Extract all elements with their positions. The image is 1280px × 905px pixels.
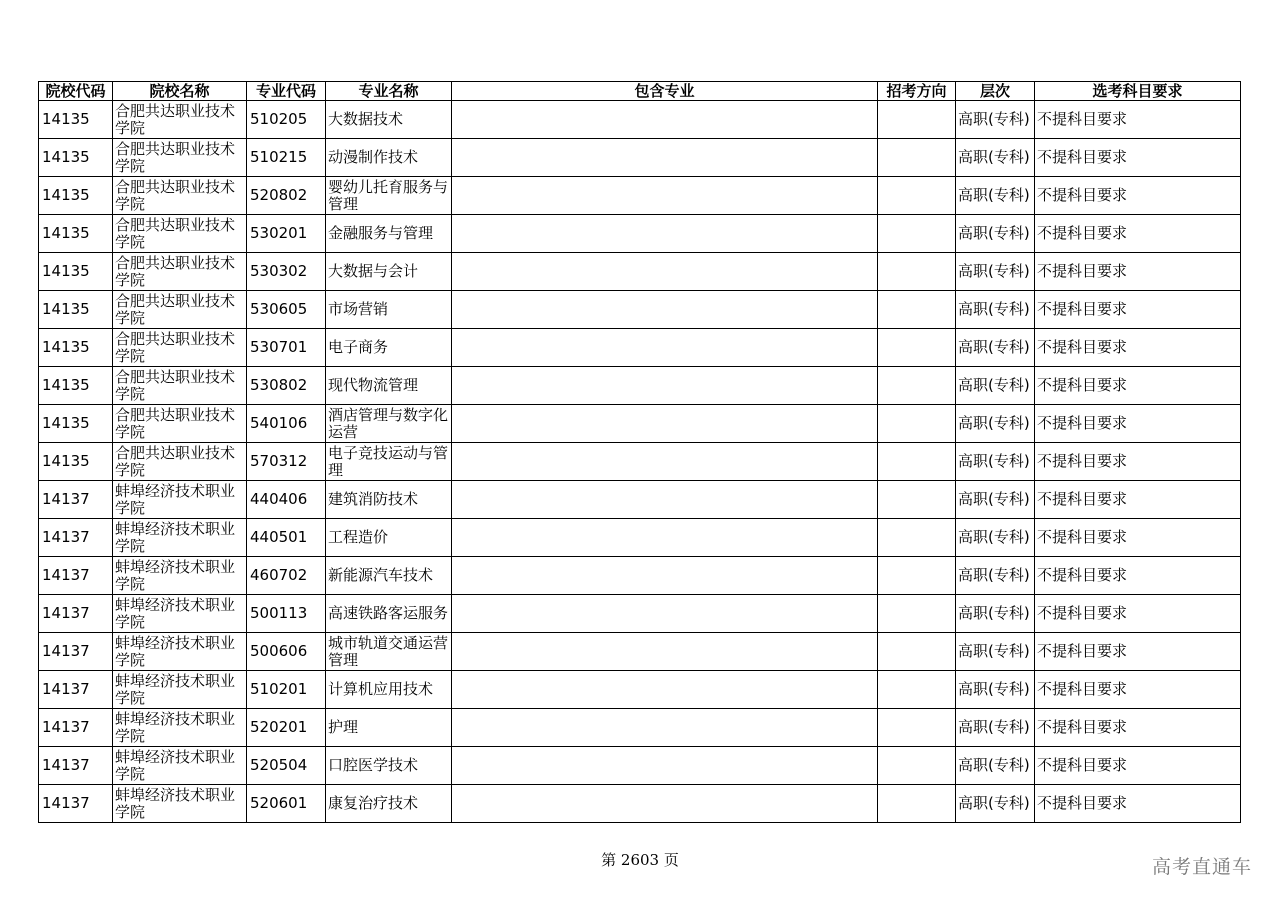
direction-cell — [878, 519, 956, 557]
subject-requirement-cell: 不提科目要求 — [1035, 481, 1241, 519]
table-row — [39, 177, 1241, 215]
school-code-cell: 14135 — [39, 101, 113, 139]
school-name-cell: 蚌埠经济技术职业学院 — [113, 633, 247, 671]
direction-cell — [878, 139, 956, 177]
school-name-cell: 蚌埠经济技术职业学院 — [113, 747, 247, 785]
school-code-cell: 14137 — [39, 747, 113, 785]
school-name-cell: 蚌埠经济技术职业学院 — [113, 595, 247, 633]
level-cell: 高职(专科) — [956, 139, 1035, 177]
table-row — [39, 633, 1241, 671]
major-name-cell: 康复治疗技术 — [326, 785, 452, 823]
major-name-cell: 大数据技术 — [326, 101, 452, 139]
subject-requirement-cell: 不提科目要求 — [1035, 747, 1241, 785]
school-name-cell: 合肥共达职业技术学院 — [113, 405, 247, 443]
school-name-cell: 合肥共达职业技术学院 — [113, 253, 247, 291]
table-row — [39, 481, 1241, 519]
school-code-cell: 14135 — [39, 405, 113, 443]
included-majors-cell — [452, 177, 878, 215]
school-name-cell: 合肥共达职业技术学院 — [113, 139, 247, 177]
included-majors-cell — [452, 253, 878, 291]
direction-cell — [878, 443, 956, 481]
subject-requirement-cell: 不提科目要求 — [1035, 709, 1241, 747]
direction-cell — [878, 557, 956, 595]
direction-cell — [878, 633, 956, 671]
direction-cell — [878, 481, 956, 519]
school-code-cell: 14137 — [39, 785, 113, 823]
level-cell: 高职(专科) — [956, 253, 1035, 291]
included-majors-cell — [452, 557, 878, 595]
school-code-cell: 14137 — [39, 709, 113, 747]
level-cell: 高职(专科) — [956, 595, 1035, 633]
major-name-cell: 市场营销 — [326, 291, 452, 329]
school-name-cell: 合肥共达职业技术学院 — [113, 329, 247, 367]
school-code-cell: 14135 — [39, 291, 113, 329]
major-name-cell: 计算机应用技术 — [326, 671, 452, 709]
school-name-cell: 合肥共达职业技术学院 — [113, 443, 247, 481]
subject-requirement-cell: 不提科目要求 — [1035, 671, 1241, 709]
school-code-cell: 14137 — [39, 557, 113, 595]
included-majors-cell — [452, 329, 878, 367]
subject-requirement-cell: 不提科目要求 — [1035, 519, 1241, 557]
table-row — [39, 367, 1241, 405]
included-majors-cell — [452, 481, 878, 519]
table-row — [39, 747, 1241, 785]
level-cell: 高职(专科) — [956, 671, 1035, 709]
subject-requirement-cell: 不提科目要求 — [1035, 253, 1241, 291]
direction-cell — [878, 671, 956, 709]
table-row — [39, 709, 1241, 747]
table-row — [39, 101, 1241, 139]
direction-cell — [878, 405, 956, 443]
major-code-cell: 530201 — [247, 215, 326, 253]
included-majors-cell — [452, 215, 878, 253]
included-majors-cell — [452, 747, 878, 785]
subject-requirement-cell: 不提科目要求 — [1035, 633, 1241, 671]
header-subject-requirement: 选考科目要求 — [1035, 82, 1241, 101]
major-code-cell: 520201 — [247, 709, 326, 747]
school-code-cell: 14137 — [39, 519, 113, 557]
subject-requirement-cell: 不提科目要求 — [1035, 785, 1241, 823]
subject-requirement-cell: 不提科目要求 — [1035, 405, 1241, 443]
major-code-cell: 530605 — [247, 291, 326, 329]
subject-requirement-cell: 不提科目要求 — [1035, 367, 1241, 405]
level-cell: 高职(专科) — [956, 709, 1035, 747]
major-name-cell: 现代物流管理 — [326, 367, 452, 405]
school-code-cell: 14135 — [39, 215, 113, 253]
table-row — [39, 785, 1241, 823]
school-name-cell: 合肥共达职业技术学院 — [113, 177, 247, 215]
table-row — [39, 443, 1241, 481]
major-code-cell: 500606 — [247, 633, 326, 671]
direction-cell — [878, 177, 956, 215]
major-name-cell: 高速铁路客运服务 — [326, 595, 452, 633]
table-row — [39, 329, 1241, 367]
level-cell: 高职(专科) — [956, 215, 1035, 253]
major-name-cell: 电子竞技运动与管理 — [326, 443, 452, 481]
school-code-cell: 14135 — [39, 139, 113, 177]
major-name-cell: 电子商务 — [326, 329, 452, 367]
major-name-cell: 酒店管理与数字化运营 — [326, 405, 452, 443]
major-code-cell: 510201 — [247, 671, 326, 709]
subject-requirement-cell: 不提科目要求 — [1035, 595, 1241, 633]
table-row — [39, 595, 1241, 633]
major-code-cell: 530701 — [247, 329, 326, 367]
included-majors-cell — [452, 101, 878, 139]
direction-cell — [878, 101, 956, 139]
included-majors-cell — [452, 633, 878, 671]
school-code-cell: 14135 — [39, 253, 113, 291]
major-name-cell: 工程造价 — [326, 519, 452, 557]
school-name-cell: 蚌埠经济技术职业学院 — [113, 671, 247, 709]
major-code-cell: 510205 — [247, 101, 326, 139]
major-name-cell: 建筑消防技术 — [326, 481, 452, 519]
subject-requirement-cell: 不提科目要求 — [1035, 177, 1241, 215]
school-name-cell: 合肥共达职业技术学院 — [113, 367, 247, 405]
level-cell: 高职(专科) — [956, 101, 1035, 139]
school-code-cell: 14135 — [39, 443, 113, 481]
included-majors-cell — [452, 671, 878, 709]
included-majors-cell — [452, 785, 878, 823]
included-majors-cell — [452, 519, 878, 557]
direction-cell — [878, 253, 956, 291]
level-cell: 高职(专科) — [956, 367, 1035, 405]
school-code-cell: 14137 — [39, 633, 113, 671]
included-majors-cell — [452, 139, 878, 177]
major-code-cell: 570312 — [247, 443, 326, 481]
subject-requirement-cell: 不提科目要求 — [1035, 291, 1241, 329]
level-cell: 高职(专科) — [956, 519, 1035, 557]
subject-requirement-cell: 不提科目要求 — [1035, 557, 1241, 595]
major-code-cell: 540106 — [247, 405, 326, 443]
page-number: 第 2603 页 — [601, 851, 679, 869]
included-majors-cell — [452, 595, 878, 633]
school-code-cell: 14135 — [39, 177, 113, 215]
major-code-cell: 520601 — [247, 785, 326, 823]
major-code-cell: 510215 — [247, 139, 326, 177]
direction-cell — [878, 329, 956, 367]
header-row — [39, 82, 1241, 101]
watermark-text: 高考直通车 — [1151, 856, 1252, 878]
major-code-cell: 530302 — [247, 253, 326, 291]
school-name-cell: 蚌埠经济技术职业学院 — [113, 519, 247, 557]
level-cell: 高职(专科) — [956, 747, 1035, 785]
table-body — [39, 101, 1241, 823]
table-row — [39, 405, 1241, 443]
school-name-cell: 蚌埠经济技术职业学院 — [113, 785, 247, 823]
major-code-cell: 500113 — [247, 595, 326, 633]
header-direction: 招考方向 — [878, 82, 956, 101]
level-cell: 高职(专科) — [956, 481, 1035, 519]
table-row — [39, 215, 1241, 253]
direction-cell — [878, 367, 956, 405]
school-code-cell: 14135 — [39, 367, 113, 405]
table-row — [39, 519, 1241, 557]
direction-cell — [878, 709, 956, 747]
school-code-cell: 14137 — [39, 671, 113, 709]
direction-cell — [878, 291, 956, 329]
school-name-cell: 蚌埠经济技术职业学院 — [113, 557, 247, 595]
level-cell: 高职(专科) — [956, 405, 1035, 443]
header-included-majors: 包含专业 — [452, 82, 878, 101]
school-code-cell: 14135 — [39, 329, 113, 367]
major-name-cell: 城市轨道交通运营管理 — [326, 633, 452, 671]
school-name-cell: 蚌埠经济技术职业学院 — [113, 709, 247, 747]
header-level: 层次 — [956, 82, 1035, 101]
level-cell: 高职(专科) — [956, 557, 1035, 595]
included-majors-cell — [452, 291, 878, 329]
subject-requirement-cell: 不提科目要求 — [1035, 139, 1241, 177]
header-school-name: 院校名称 — [113, 82, 247, 101]
major-code-cell: 440501 — [247, 519, 326, 557]
direction-cell — [878, 785, 956, 823]
major-name-cell: 护理 — [326, 709, 452, 747]
included-majors-cell — [452, 443, 878, 481]
table-row — [39, 557, 1241, 595]
header-major-name: 专业名称 — [326, 82, 452, 101]
major-code-cell: 460702 — [247, 557, 326, 595]
major-code-cell: 530802 — [247, 367, 326, 405]
level-cell: 高职(专科) — [956, 291, 1035, 329]
major-code-cell: 520802 — [247, 177, 326, 215]
major-code-cell: 520504 — [247, 747, 326, 785]
major-name-cell: 大数据与会计 — [326, 253, 452, 291]
subject-requirement-cell: 不提科目要求 — [1035, 215, 1241, 253]
level-cell: 高职(专科) — [956, 785, 1035, 823]
level-cell: 高职(专科) — [956, 443, 1035, 481]
major-name-cell: 新能源汽车技术 — [326, 557, 452, 595]
header-major-code: 专业代码 — [247, 82, 326, 101]
header-school-code: 院校代码 — [39, 82, 113, 101]
subject-requirement-cell: 不提科目要求 — [1035, 443, 1241, 481]
level-cell: 高职(专科) — [956, 177, 1035, 215]
major-code-cell: 440406 — [247, 481, 326, 519]
direction-cell — [878, 215, 956, 253]
major-name-cell: 金融服务与管理 — [326, 215, 452, 253]
school-code-cell: 14137 — [39, 481, 113, 519]
included-majors-cell — [452, 405, 878, 443]
school-name-cell: 蚌埠经济技术职业学院 — [113, 481, 247, 519]
included-majors-cell — [452, 367, 878, 405]
table-row — [39, 139, 1241, 177]
school-name-cell: 合肥共达职业技术学院 — [113, 215, 247, 253]
direction-cell — [878, 595, 956, 633]
level-cell: 高职(专科) — [956, 633, 1035, 671]
major-name-cell: 动漫制作技术 — [326, 139, 452, 177]
level-cell: 高职(专科) — [956, 329, 1035, 367]
table-row — [39, 253, 1241, 291]
subject-requirement-cell: 不提科目要求 — [1035, 329, 1241, 367]
school-code-cell: 14137 — [39, 595, 113, 633]
direction-cell — [878, 747, 956, 785]
table-row — [39, 291, 1241, 329]
admissions-table — [38, 81, 1241, 823]
major-name-cell: 婴幼儿托育服务与管理 — [326, 177, 452, 215]
table-row — [39, 671, 1241, 709]
major-name-cell: 口腔医学技术 — [326, 747, 452, 785]
subject-requirement-cell: 不提科目要求 — [1035, 101, 1241, 139]
school-name-cell: 合肥共达职业技术学院 — [113, 291, 247, 329]
school-name-cell: 合肥共达职业技术学院 — [113, 101, 247, 139]
included-majors-cell — [452, 709, 878, 747]
